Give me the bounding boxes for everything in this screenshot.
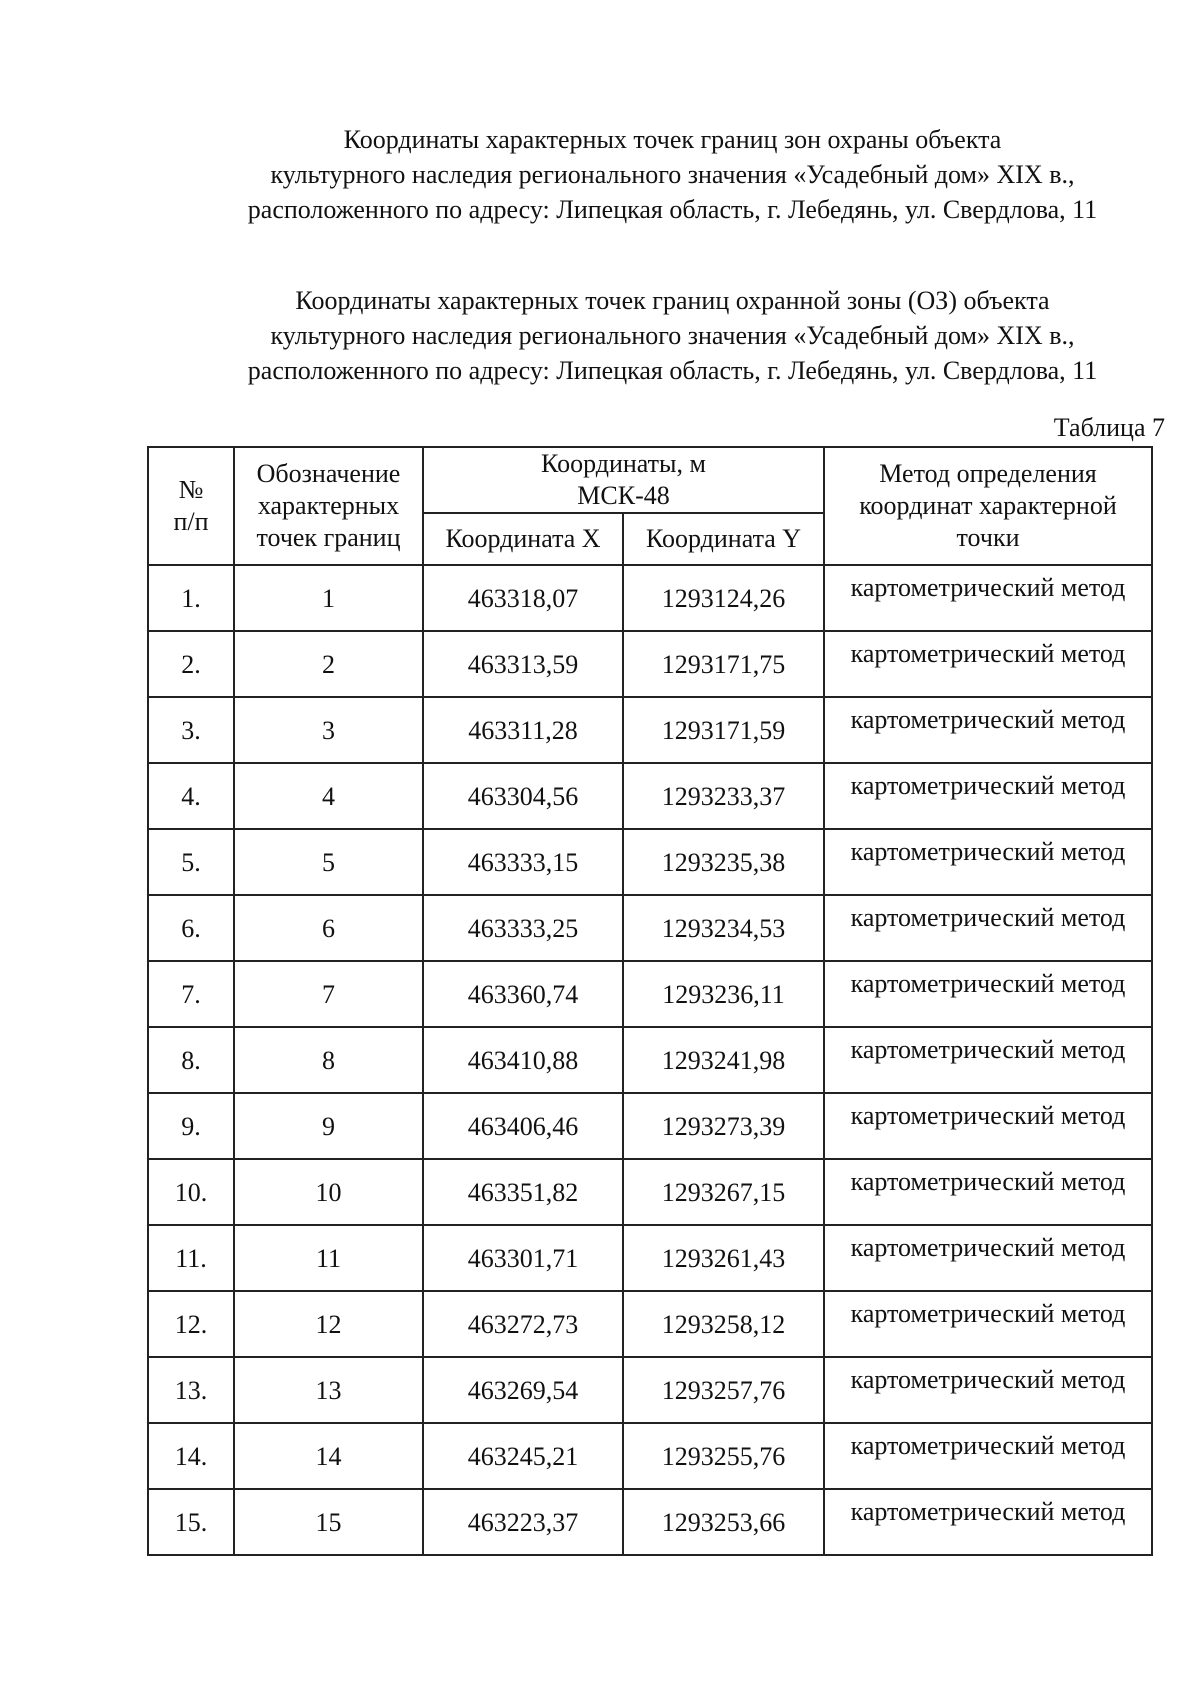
- coordinate-y: 1293257,76: [623, 1357, 824, 1423]
- row-number: 1.: [148, 565, 234, 631]
- coordinate-y: 1293267,15: [623, 1159, 824, 1225]
- table-row: [148, 961, 1152, 1027]
- table-row: [148, 631, 1152, 697]
- coordinate-y: 1293236,11: [623, 961, 824, 1027]
- coordinate-x: 463269,54: [423, 1357, 623, 1423]
- table-row: [148, 1291, 1152, 1357]
- coordinate-x: 463333,15: [423, 829, 623, 895]
- coordinate-y: 1293124,26: [623, 565, 824, 631]
- table-row: [148, 1093, 1152, 1159]
- coordinate-x: 463301,71: [423, 1225, 623, 1291]
- point-designation: 11: [234, 1225, 423, 1291]
- table-row: [148, 829, 1152, 895]
- point-designation: 14: [234, 1423, 423, 1489]
- coordinates-table: [147, 446, 1153, 1556]
- row-number: 7.: [148, 961, 234, 1027]
- method: картометрический метод: [824, 1357, 1152, 1423]
- row-number: 6.: [148, 895, 234, 961]
- point-designation: 2: [234, 631, 423, 697]
- table-row: [148, 1357, 1152, 1423]
- method: картометрический метод: [824, 1159, 1152, 1225]
- method: картометрический метод: [824, 631, 1152, 697]
- table-row: [148, 1489, 1152, 1555]
- point-designation: 15: [234, 1489, 423, 1555]
- document-title: [0, 122, 1200, 227]
- title-line: культурного наследия регионального значения «Усадебный дом» XIX в.,: [270, 160, 1075, 189]
- method: картометрический метод: [824, 697, 1152, 763]
- section-title-line: культурного наследия регионального значения «Усадебный дом» XIX в.,: [270, 321, 1075, 350]
- row-number: 11.: [148, 1225, 234, 1291]
- method: картометрический метод: [824, 763, 1152, 829]
- table-caption: Таблица 7: [1053, 413, 1165, 442]
- section-title-line: расположенного по адресу: Липецкая область, г. Лебедянь, ул. Свердлова, 11: [247, 356, 1098, 385]
- coordinate-x: 463351,82: [423, 1159, 623, 1225]
- table-row: [148, 895, 1152, 961]
- coordinate-x: 463313,59: [423, 631, 623, 697]
- method: картометрический метод: [824, 1027, 1152, 1093]
- method: картометрический метод: [824, 1423, 1152, 1489]
- table-row: [148, 1423, 1152, 1489]
- table-row: [148, 565, 1152, 631]
- row-number: 13.: [148, 1357, 234, 1423]
- row-number: 14.: [148, 1423, 234, 1489]
- point-designation: 6: [234, 895, 423, 961]
- point-designation: 7: [234, 961, 423, 1027]
- coordinate-x: 463318,07: [423, 565, 623, 631]
- point-designation: 4: [234, 763, 423, 829]
- header-coord-x: Координата X: [423, 513, 623, 565]
- method: картометрический метод: [824, 961, 1152, 1027]
- coordinate-y: 1293234,53: [623, 895, 824, 961]
- table-row: [148, 697, 1152, 763]
- coordinate-y: 1293258,12: [623, 1291, 824, 1357]
- coordinate-x: 463304,56: [423, 763, 623, 829]
- coordinate-x: 463223,37: [423, 1489, 623, 1555]
- coordinate-y: 1293253,66: [623, 1489, 824, 1555]
- section-title-line: Координаты характерных точек границ охранной зоны (ОЗ) объекта: [295, 286, 1050, 315]
- point-designation: 10: [234, 1159, 423, 1225]
- point-designation: 5: [234, 829, 423, 895]
- row-number: 2.: [148, 631, 234, 697]
- point-designation: 9: [234, 1093, 423, 1159]
- row-number: 9.: [148, 1093, 234, 1159]
- coordinate-y: 1293273,39: [623, 1093, 824, 1159]
- header-num: № п/п: [148, 447, 234, 565]
- point-designation: 12: [234, 1291, 423, 1357]
- point-designation: 3: [234, 697, 423, 763]
- table-row: [148, 1027, 1152, 1093]
- header-coord-y: Координата Y: [623, 513, 824, 565]
- coordinate-y: 1293235,38: [623, 829, 824, 895]
- point-designation: 8: [234, 1027, 423, 1093]
- point-designation: 1: [234, 565, 423, 631]
- row-number: 8.: [148, 1027, 234, 1093]
- row-number: 4.: [148, 763, 234, 829]
- point-designation: 13: [234, 1357, 423, 1423]
- table-row: [148, 1225, 1152, 1291]
- method: картометрический метод: [824, 829, 1152, 895]
- row-number: 5.: [148, 829, 234, 895]
- coordinate-x: 463406,46: [423, 1093, 623, 1159]
- coordinate-y: 1293255,76: [623, 1423, 824, 1489]
- method: картометрический метод: [824, 1093, 1152, 1159]
- coordinate-y: 1293233,37: [623, 763, 824, 829]
- title-line: Координаты характерных точек границ зон охраны объекта: [343, 125, 1002, 154]
- coordinate-x: 463245,21: [423, 1423, 623, 1489]
- coordinate-y: 1293171,59: [623, 697, 824, 763]
- coordinate-y: 1293171,75: [623, 631, 824, 697]
- coordinate-x: 463311,28: [423, 697, 623, 763]
- table-row: [148, 763, 1152, 829]
- table-row: [148, 1159, 1152, 1225]
- coordinate-y: 1293261,43: [623, 1225, 824, 1291]
- row-number: 12.: [148, 1291, 234, 1357]
- row-number: 10.: [148, 1159, 234, 1225]
- method: картометрический метод: [824, 1291, 1152, 1357]
- method: картометрический метод: [824, 1225, 1152, 1291]
- coordinate-x: 463333,25: [423, 895, 623, 961]
- method: картометрический метод: [824, 895, 1152, 961]
- coordinate-x: 463272,73: [423, 1291, 623, 1357]
- row-number: 15.: [148, 1489, 234, 1555]
- method: картометрический метод: [824, 1489, 1152, 1555]
- header-designation: Обозначение характерных точек границ: [234, 447, 423, 565]
- header-method: Метод определения координат характерной точки: [824, 447, 1152, 565]
- coordinate-y: 1293241,98: [623, 1027, 824, 1093]
- title-line: расположенного по адресу: Липецкая область, г. Лебедянь, ул. Свердлова, 11: [247, 195, 1098, 224]
- row-number: 3.: [148, 697, 234, 763]
- header-coords-group: Координаты, м МСК-48: [423, 447, 824, 513]
- method: картометрический метод: [824, 565, 1152, 631]
- section-title: [0, 283, 1200, 388]
- coordinate-x: 463360,74: [423, 961, 623, 1027]
- coordinate-x: 463410,88: [423, 1027, 623, 1093]
